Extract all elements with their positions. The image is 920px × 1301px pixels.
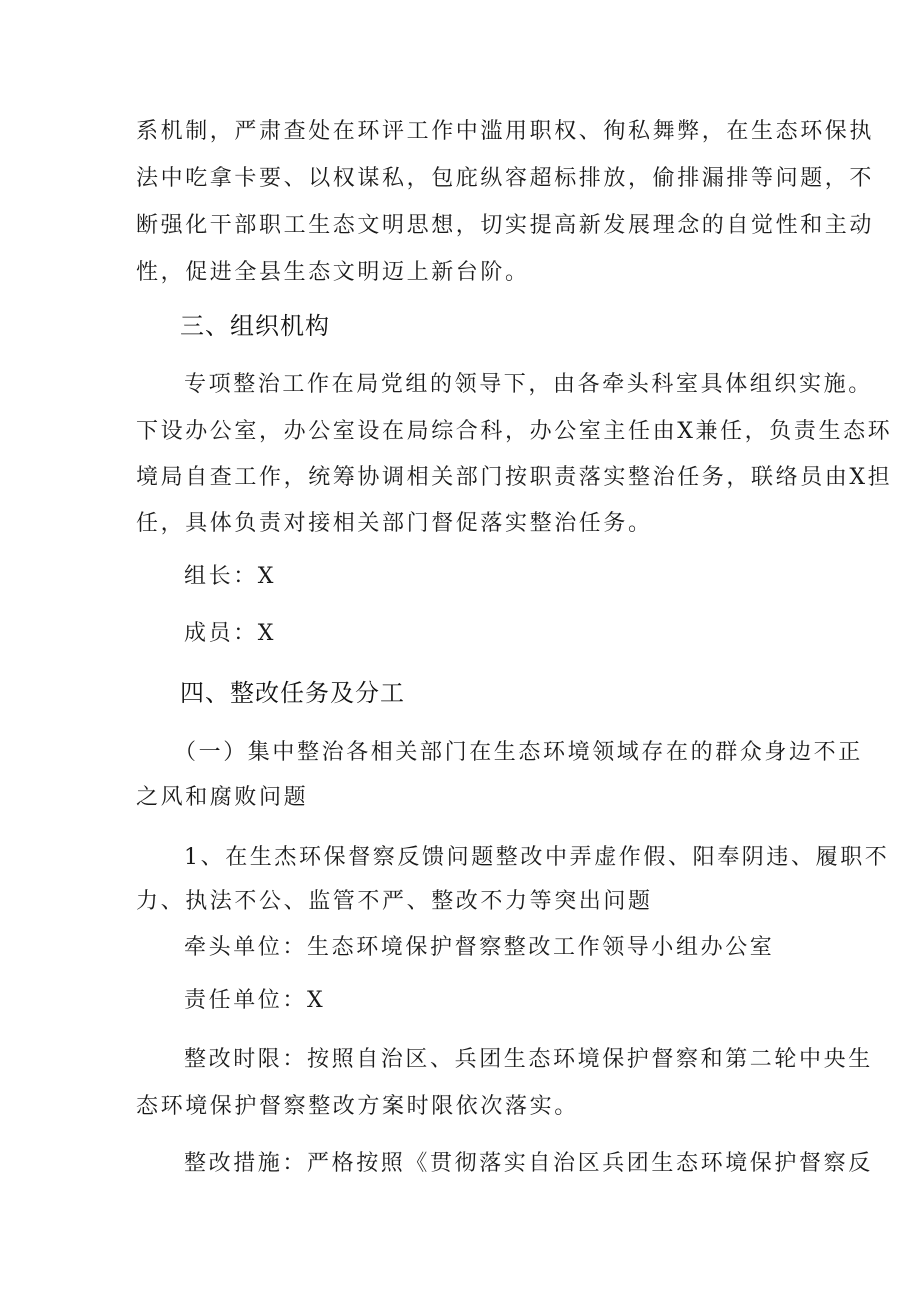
paragraph-line: 任，具体负责对接相关部门督促落实整治任务。 <box>136 511 653 536</box>
paragraph-line: 境局自查工作，统筹协调相关部门按职责落实整治任务，联络员由X担 <box>136 465 893 490</box>
paragraph-line: 断强化干部职工生态文明思想，切实提高新发展理念的自觉性和主动 <box>136 213 875 238</box>
paragraph-line: 法中吃拿卡要、以权谋私，包庇纵容超标排放，偷排漏排等问题，不 <box>136 166 875 191</box>
section-heading-organization: 三、组织机构 <box>180 312 330 340</box>
subsection-title-line: 之风和腐败问题 <box>136 785 309 810</box>
task-item-line: 力、执法不公、监管不严、整改不力等突出问题 <box>136 889 653 914</box>
paragraph-line: 下设办公室，办公室设在局综合科，办公室主任由X兼任，负责生态环 <box>136 419 893 444</box>
task-item-line: 1、在生杰环保督察反馈问题整改中弄虚作假、阳奉阴违、履职不 <box>184 845 890 870</box>
group-leader-line: 组长：X <box>184 564 277 589</box>
paragraph-line: 专项整治工作在局党组的领导下，由各牵头科室具体组织实施。 <box>184 372 873 397</box>
section-heading-tasks: 四、整改任务及分工 <box>180 679 405 707</box>
measures-line: 整改措施：严格按照《贯彻落实自治区兵团生态环境保护督察反 <box>184 1151 873 1176</box>
deadline-line: 态环境保护督察整改方案时限依次落实。 <box>136 1094 579 1119</box>
responsible-unit-line: 责任单位：X <box>184 988 326 1013</box>
lead-unit-line: 牵头单位：生态环境保护督察整改工作领导小组办公室 <box>184 935 775 960</box>
paragraph-line: 性，促进全县生态文明迈上新台阶。 <box>136 260 530 285</box>
paragraph-line: 系机制，严肃查处在环评工作中滥用职权、徇私舞弊，在生态环保执 <box>136 119 875 144</box>
group-members-line: 成员：X <box>184 621 277 646</box>
subsection-title-line: （一）集中整治各相关部门在生态环境领域存在的群众身边不正 <box>174 740 863 765</box>
deadline-line: 整改时限：按照自治区、兵团生态环境保护督察和第二轮中央生 <box>184 1047 873 1072</box>
